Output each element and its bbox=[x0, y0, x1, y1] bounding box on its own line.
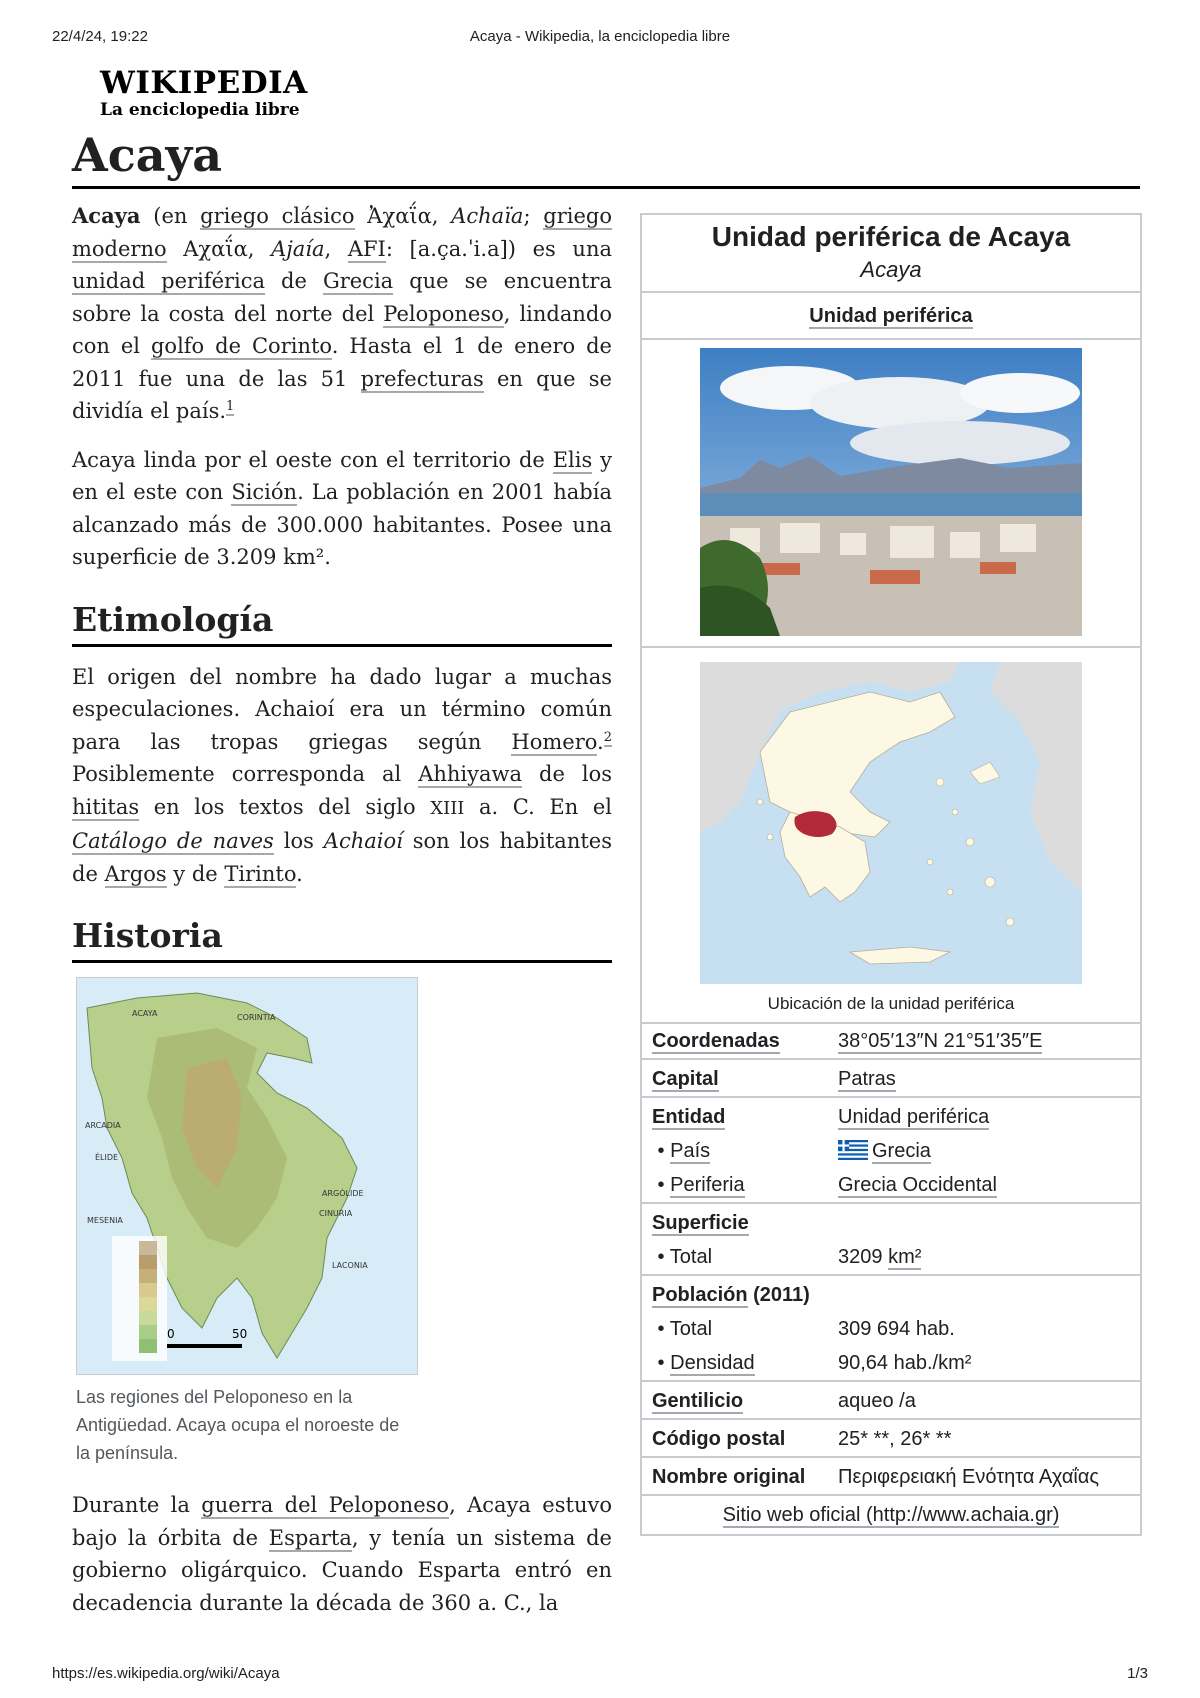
infobox bbox=[640, 213, 1142, 1536]
link-griego-clasico[interactable]: griego clásico bbox=[200, 204, 355, 228]
link-poblacion[interactable]: Población bbox=[652, 1284, 748, 1306]
header-superficie bbox=[642, 1202, 1140, 1240]
capital-value[interactable]: Patras bbox=[838, 1068, 896, 1090]
link-guerra-peloponeso[interactable]: guerra del Peloponeso bbox=[201, 1493, 450, 1517]
heading-etimologia: Etimología bbox=[72, 598, 612, 647]
row-gentilicio: Gentilicio aqueo /a bbox=[642, 1380, 1140, 1418]
peloponnese-map-figure bbox=[76, 977, 416, 1467]
link-homero[interactable]: Homero bbox=[511, 729, 598, 754]
map-label-elide: ÉLIDE bbox=[95, 1153, 119, 1162]
greece-flag-icon bbox=[838, 1140, 868, 1160]
row-densidad: • Densidad 90,64 hab./km² bbox=[652, 1352, 972, 1374]
link-prefecturas[interactable]: prefecturas bbox=[360, 366, 484, 391]
link-superficie[interactable]: Superficie bbox=[652, 1212, 749, 1234]
link-golfo-corinto[interactable]: golfo de Corinto bbox=[150, 334, 332, 358]
greece-location-map[interactable] bbox=[700, 662, 1082, 984]
map-label-acaya: ACAYA bbox=[132, 1009, 158, 1018]
infobox-subtitle: Acaya bbox=[860, 257, 922, 282]
row-entidad bbox=[642, 1096, 1140, 1134]
elevation-legend bbox=[112, 1236, 167, 1361]
logo-tagline: La enciclopedia libre bbox=[100, 100, 300, 120]
print-header bbox=[52, 28, 1148, 45]
link-hititas[interactable]: hititas bbox=[72, 794, 140, 819]
link-gentilicio[interactable]: Gentilicio bbox=[652, 1390, 744, 1412]
row-periferia: • Periferia Grecia Occidental bbox=[652, 1174, 997, 1196]
link-unidad-periferica[interactable]: unidad periférica bbox=[72, 269, 266, 293]
wikipedia-logo[interactable] bbox=[100, 66, 308, 120]
link-sicion[interactable]: Sición bbox=[231, 480, 298, 504]
row-codigo-postal: Código postal 25* **, 26* ** bbox=[642, 1418, 1140, 1456]
row-coordenadas bbox=[642, 1024, 1140, 1058]
link-official-website[interactable]: Sitio web oficial (http://www.achaia.gr) bbox=[722, 1504, 1060, 1526]
print-footer bbox=[52, 1665, 1148, 1682]
link-peloponeso[interactable]: Peloponeso bbox=[383, 301, 504, 326]
map-label-laconia: LACONIA bbox=[332, 1261, 368, 1270]
second-paragraph: Acaya linda por el oeste con el territorio de Elis y en el este con Sición. La población en 2001 había alcanzado más de 300.000 habitantes. Posee una superficie de 3.209 km². bbox=[72, 447, 612, 569]
coordinates-value[interactable]: 38°05′13″N 21°51′35″E bbox=[838, 1030, 1043, 1052]
map-label-cinuria: CINURIA bbox=[319, 1209, 353, 1218]
infobox-website bbox=[642, 1494, 1140, 1534]
link-capital[interactable]: Capital bbox=[652, 1068, 719, 1090]
map-label-corintia: CORINTIA bbox=[237, 1013, 276, 1022]
row-poblacion-total: • Total 309 694 hab. bbox=[652, 1318, 955, 1340]
article-subject: Acaya bbox=[72, 203, 141, 228]
etimologia-paragraph: El origen del nombre ha dado lugar a muchas especulaciones. Achaioí era un término común para las tropas griegas según Homero.$^2$ Posiblemente corresponda al Ahhiyawa de los hititas en los textos del siglo XIII a. C. En el Catálogo de naves los Achaioí son los habitantes de Argos y de Tirinto. bbox=[72, 664, 612, 886]
svg-text:0: 0 bbox=[167, 1327, 175, 1341]
link-catalogo-naves[interactable]: Catálogo de naves bbox=[72, 829, 274, 853]
link-entidad[interactable]: Entidad bbox=[652, 1106, 726, 1128]
row-superficie-total: • Total 3209 km² bbox=[652, 1246, 922, 1268]
infobox-title: Unidad periférica de Acaya bbox=[711, 221, 1071, 252]
article-body bbox=[72, 200, 612, 1619]
print-page-number: 1/3 bbox=[1127, 1665, 1148, 1682]
heading-historia: Historia bbox=[72, 914, 612, 963]
link-densidad[interactable]: Densidad bbox=[670, 1352, 755, 1374]
map-label-arcadia: ARCADIA bbox=[85, 1121, 121, 1130]
link-argos[interactable]: Argos bbox=[104, 861, 167, 886]
historia-text-start: , y tenía un sistema de gobierno oligárquico. Cuando Esparta entró en decadencia durante la década de 360 a. C., la bbox=[72, 1525, 612, 1615]
peloponnese-map-caption: Las regiones del Peloponeso en la Antigüedad. Acaya ocupa el noroeste de la península. bbox=[76, 1387, 400, 1463]
link-pais[interactable]: País bbox=[670, 1140, 711, 1162]
intro-paragraph: Acaya (en griego clásico Ἀχαΐα, Achaïa; griego moderno Αχαΐα, Ajaía, AFI: [a.ça.ˈi.a]) es una unidad periférica de Grecia que se encuentra sobre la costa del norte del Peloponeso, lindando con el golfo de Corinto. Hasta el 1 de enero de 2011 fue una de las 51 prefecturas en que se dividía el país.$^1$ bbox=[72, 203, 613, 423]
infobox-title-block bbox=[642, 215, 1140, 293]
peloponnese-map-image[interactable] bbox=[76, 977, 418, 1375]
reference-2[interactable]: 2 bbox=[603, 729, 612, 745]
header-poblacion: Población (2011) bbox=[642, 1274, 1140, 1312]
link-afi[interactable]: AFI bbox=[347, 236, 386, 261]
link-infobox-type[interactable]: Unidad periférica bbox=[809, 305, 973, 327]
link-elis[interactable]: Elis bbox=[552, 447, 593, 472]
print-page-title: Acaya - Wikipedia, la enciclopedia libre bbox=[469, 28, 731, 45]
infobox-photo[interactable] bbox=[642, 340, 1140, 648]
map-label-mesenia: MESENIA bbox=[87, 1216, 123, 1225]
logo-wordmark: WIKIPEDIA bbox=[100, 65, 308, 101]
link-km2[interactable]: km² bbox=[888, 1246, 922, 1268]
print-url: https://es.wikipedia.org/wiki/Acaya bbox=[52, 1665, 280, 1682]
infobox-type bbox=[642, 293, 1140, 340]
link-coordenadas[interactable]: Coordenadas bbox=[652, 1030, 780, 1052]
link-esparta[interactable]: Esparta bbox=[268, 1525, 352, 1550]
link-tirinto[interactable]: Tirinto bbox=[224, 861, 297, 886]
link-periferia[interactable]: Periferia bbox=[670, 1174, 745, 1196]
infobox-location-map bbox=[642, 648, 1140, 1024]
svg-text:50: 50 bbox=[232, 1327, 248, 1341]
entidad-value[interactable]: Unidad periférica bbox=[838, 1106, 990, 1128]
print-datetime: 22/4/24, 19:22 bbox=[52, 28, 148, 45]
link-griego-moderno[interactable]: griego moderno bbox=[72, 204, 613, 261]
page-title: Acaya bbox=[72, 126, 1140, 189]
historia-paragraph: Durante la guerra del Peloponeso, Acaya estuvo bajo la órbita de Esparta, y tenía un sistema de gobierno oligárquico. Cuando Esparta entró en decadencia durante la década de 360 a. C., la bbox=[72, 1493, 612, 1615]
link-grecia[interactable]: Grecia bbox=[322, 269, 394, 293]
reference-1[interactable]: 1 bbox=[226, 399, 235, 414]
row-nombre-original: Nombre original Περιφερειακή Ενότητα Αχαΐας bbox=[642, 1456, 1140, 1494]
map-label-argolide: ARGÓLIDE bbox=[322, 1189, 364, 1198]
row-capital bbox=[642, 1058, 1140, 1096]
row-pais: • País Grecia bbox=[652, 1140, 931, 1162]
infobox-map-caption: Ubicación de la unidad periférica bbox=[767, 994, 1015, 1013]
pais-value[interactable]: Grecia bbox=[872, 1140, 931, 1162]
link-ahhiyawa[interactable]: Ahhiyawa bbox=[418, 762, 523, 786]
periferia-value[interactable]: Grecia Occidental bbox=[838, 1174, 997, 1196]
